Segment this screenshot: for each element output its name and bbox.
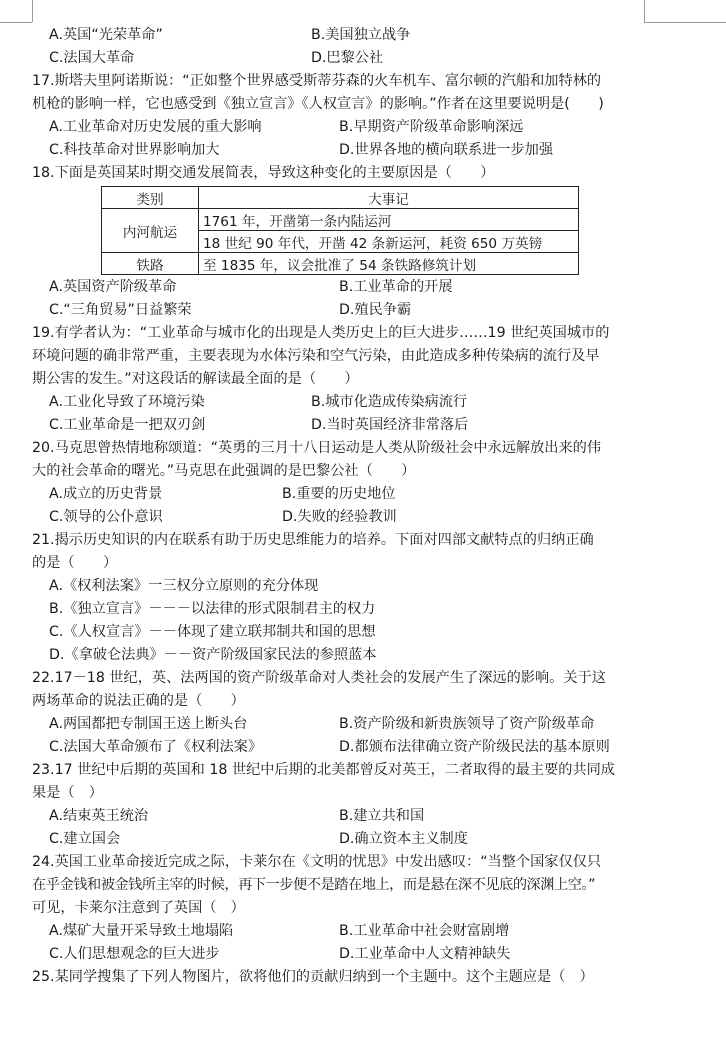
q23-options-row1	[32, 805, 678, 828]
q22-stem-line2: 两场革命的说法正确的是（ ）	[32, 693, 245, 709]
q22-stem-line1: 22.17－18 世纪，英、法两国的资产阶级革命对人类社会的发展产生了深远的影响。关于这	[32, 670, 606, 686]
q23-option-b[interactable]: B.建立共和国	[339, 808, 425, 824]
q24-stem-line1: 24.英国工业革命接近完成之际，卡莱尔在《文明的忧思》中发出感叹：“当整个国家仅仅只	[32, 854, 602, 870]
q19-options-row2	[32, 414, 678, 437]
q17-options-row2	[32, 139, 678, 162]
q21-stem-line1: 21.揭示历史知识的内在联系有助于历史思维能力的培养。下面对四部文献特点的归纳正确	[32, 532, 594, 548]
q23-option-a[interactable]: A.结束英王统治	[49, 808, 149, 824]
q22-option-a[interactable]: A.两国都把专制国王送上断头台	[49, 716, 248, 732]
table-cell-event: 1761 年，开凿第一条内陆运河	[199, 209, 579, 231]
q20-option-a[interactable]: A.成立的历史背景	[49, 486, 163, 502]
q18-option-d[interactable]: D.殖民争霸	[339, 302, 412, 318]
q17-options-row1	[32, 116, 678, 139]
table-header-events: 大事记	[199, 187, 579, 209]
q18-options-row2	[32, 299, 678, 322]
q20-option-c[interactable]: C.领导的公仆意识	[49, 509, 163, 525]
crop-mark-right-horizontal	[644, 22, 726, 23]
q23-option-c[interactable]: C.建立国会	[49, 831, 121, 847]
q21-option-a[interactable]: A.《权利法案》一三权分立原则的充分体现	[49, 578, 319, 594]
table-header-row	[102, 187, 579, 209]
q21-stem-line2: 的是（ ）	[32, 555, 118, 571]
q20-stem-line2: 大的社会革命的曙光。”马克思在此强调的是巴黎公社（ ）	[32, 463, 416, 479]
q20-options-row1	[32, 483, 678, 506]
table-cell-event: 至 1835 年，议会批准了 54 条铁路修筑计划	[199, 253, 579, 275]
q19-option-b[interactable]: B.城市化造成传染病流行	[311, 394, 468, 410]
q16-options-row2	[32, 47, 678, 70]
q19-options-row1	[32, 391, 678, 414]
question-list	[32, 24, 678, 989]
q18-stem-line1: 18.下面是英国某时期交通发展简表，导致这种变化的主要原因是（ ）	[32, 165, 495, 181]
q21-option-d-row	[32, 644, 678, 667]
q22-options-row2	[32, 736, 678, 759]
q21-option-a-row	[32, 575, 678, 598]
q21-option-b-row	[32, 598, 678, 621]
q18-options-row1	[32, 276, 678, 299]
q24-option-a[interactable]: A.煤矿大量开采导致土地塌陷	[49, 923, 234, 939]
q24-options-row1	[32, 920, 678, 943]
q21-option-c[interactable]: C.《人权宣言》－－体现了建立联邦制共和国的思想	[49, 624, 376, 640]
q22-options-row1	[32, 713, 678, 736]
q23-options-row2	[32, 828, 678, 851]
q16-option-a[interactable]: A.英国“光荣革命”	[49, 27, 163, 43]
transport-events-table	[101, 186, 579, 275]
q24-option-c[interactable]: C.人们思想观念的巨大进步	[49, 946, 220, 962]
q23-option-d[interactable]: D.确立资本主义制度	[339, 831, 468, 847]
table-row	[102, 209, 579, 231]
q20-options-row2	[32, 506, 678, 529]
q20-stem-line1: 20.马克思曾热情地称颂道：“英勇的三月十八日运动是人类从阶级社会中永远解放出来的伟	[32, 440, 602, 456]
q24-option-d[interactable]: D.工业革命中人文精神缺失	[339, 946, 511, 962]
q16-options-row1	[32, 24, 678, 47]
table-cell-event: 18 世纪 90 年代，开凿 42 条新运河，耗资 650 万英镑	[199, 231, 579, 253]
q18-option-c[interactable]: C.“三角贸易”日益繁荣	[49, 302, 192, 318]
q21-option-c-row	[32, 621, 678, 644]
q19-stem-line2: 环境问题的确非常严重，主要表现为水体污染和空气污染，由此造成多种传染病的流行及早	[32, 348, 600, 364]
crop-mark-right	[644, 0, 645, 22]
table-cell-category: 铁路	[102, 253, 199, 275]
q17-stem-line1: 17.斯塔夫里阿诺斯说：“正如整个世界感受斯蒂芬森的火车机车、富尔顿的汽船和加特林的	[32, 73, 602, 89]
q18-option-a[interactable]: A.英国资产阶级革命	[49, 279, 177, 295]
q17-stem-line2: 机枪的影响一样，它也感受到《独立宣言》《人权宣言》的影响。”作者在这里要说明是( )	[32, 96, 604, 112]
q16-option-d[interactable]: D.巴黎公社	[311, 50, 384, 66]
table-header-category: 类别	[102, 187, 199, 209]
q24-option-b[interactable]: B.工业革命中社会财富剧增	[339, 923, 510, 939]
q21-option-b[interactable]: B.《独立宣言》－－－以法律的形式限制君主的权力	[49, 601, 376, 617]
crop-mark-left	[32, 0, 33, 22]
table-row	[102, 253, 579, 275]
q17-option-b[interactable]: B.早期资产阶级革命影响深远	[339, 119, 524, 135]
q22-option-b[interactable]: B.资产阶级和新贵族领导了资产阶级革命	[339, 716, 595, 732]
q20-option-d[interactable]: D.失败的经验教训	[282, 509, 397, 525]
q22-option-d[interactable]: D.都颁布法律确立资产阶级民法的基本原则	[339, 739, 610, 755]
q23-stem-line1: 23.17 世纪中后期的英国和 18 世纪中后期的北美都曾反对英王，二者取得的最主要的共同成	[32, 762, 615, 778]
q19-stem-line1: 19.有学者认为：“工业革命与城市化的出现是人类历史上的巨大进步……19 世纪英国城市的	[32, 325, 610, 341]
q19-option-d[interactable]: D.当时英国经济非常落后	[311, 417, 469, 433]
q20-option-b[interactable]: B.重要的历史地位	[282, 486, 396, 502]
q17-option-a[interactable]: A.工业革命对历史发展的重大影响	[49, 119, 262, 135]
q17-option-c[interactable]: C.科技革命对世界影响加大	[49, 142, 220, 158]
q18-option-b[interactable]: B.工业革命的开展	[339, 279, 453, 295]
q24-stem-line3: 可见，卡莱尔注意到了英国（ ）	[32, 900, 245, 916]
q22-option-c[interactable]: C.法国大革命颁布了《权利法案》	[49, 739, 263, 755]
q16-option-b[interactable]: B.美国独立战争	[311, 27, 411, 43]
q25-stem-line1: 25.某同学搜集了下列人物图片，欲将他们的贡献归纳到一个主题中。这个主题应是（ ）	[32, 969, 594, 985]
q24-options-row2	[32, 943, 678, 966]
q21-option-d[interactable]: D.《拿破仑法典》－－资产阶级国家民法的参照蓝本	[49, 647, 377, 663]
q19-option-a[interactable]: A.工业化导致了环境污染	[49, 394, 205, 410]
q23-stem-line2: 果是（ ）	[32, 785, 103, 801]
q24-stem-line2: 在乎金钱和被金钱所主宰的时候，再下一步便不是踏在地上，而是悬在深不见底的深渊上空。”	[32, 877, 596, 893]
q17-option-d[interactable]: D.世界各地的横向联系进一步加强	[339, 142, 554, 158]
q19-stem-line3: 期公害的发生。”对这段话的解读最全面的是（ ）	[32, 371, 359, 387]
q16-option-c[interactable]: C.法国大革命	[49, 50, 135, 66]
table-cell-category: 内河航运	[102, 209, 199, 253]
q19-option-c[interactable]: C.工业革命是一把双刃剑	[49, 417, 206, 433]
crop-mark-left-horizontal	[0, 22, 32, 23]
